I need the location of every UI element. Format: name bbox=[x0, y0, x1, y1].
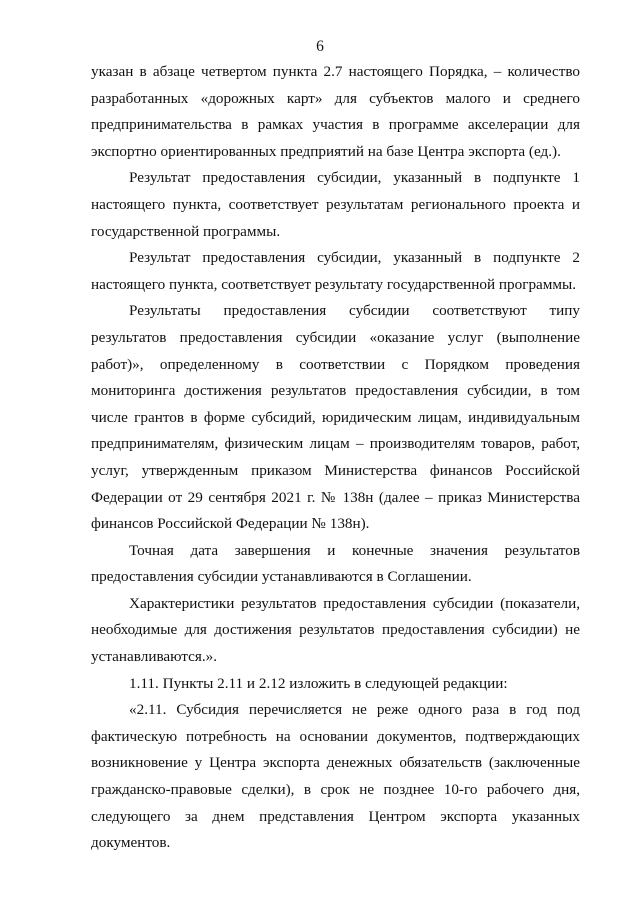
paragraph-continuation: указан в абзаце четвертом пункта 2.7 настоящего Порядка, – количество разработанных «дорожных карт» для субъектов малого и среднего предпринимательства в рамках участия в программе акселерации для экспортно ориентированных предприятий на базе Центра экспорта (ед.). bbox=[91, 63, 580, 160]
paragraph-characteristics: Характеристики результатов предоставления субсидии (показатели, необходимые для достижения результатов предоставления субсидии) не устанавливаются.». bbox=[91, 594, 580, 666]
paragraph-completion-date: Точная дата завершения и конечные значения результатов предоставления субсидии устанавливаются в Соглашении. bbox=[91, 541, 580, 586]
paragraph-results-type: Результаты предоставления субсидии соответствуют типу результатов предоставления субсидии «оказание услуг (выполнение работ)», определенному в соответствии с Порядком проведения мониторинга достижения результатов предоставления субсидии, в том числе грантов в форме субсидий, юридическим лицам, индивидуальным предпринимателям, физическим лицам – производителям товаров, работ, услуг, утвержденным приказом Министерства финансов Российской Федерации от 29 сентября 2021 г. № 138н (далее – приказ Министерства финансов Российской Федерации № 138н). bbox=[91, 302, 580, 533]
paragraph-item-1-11: 1.11. Пункты 2.11 и 2.12 изложить в следующей редакции: bbox=[129, 674, 508, 692]
document-body bbox=[91, 59, 580, 857]
paragraph-result-subparagraph-1: Результат предоставления субсидии, указанный в подпункте 1 настоящего пункта, соответствует результатам регионального проекта и государственной программы. bbox=[91, 169, 580, 240]
paragraph-result-subparagraph-2: Результат предоставления субсидии, указанный в подпункте 2 настоящего пункта, соответствует результату государственной программы. bbox=[91, 249, 580, 293]
paragraph-item-2-11: «2.11. Субсидия перечисляется не реже одного раза в год под фактическую потребность на основании документов, подтверждающих возникновение у Центра экспорта денежных обязательств (заключенные гражданско-правовые сделки), в срок не позднее 10-го рабочего дня, следующего за днем представления Центром экспорта указанных документов. bbox=[91, 701, 580, 852]
page-number: 6 bbox=[316, 38, 324, 55]
